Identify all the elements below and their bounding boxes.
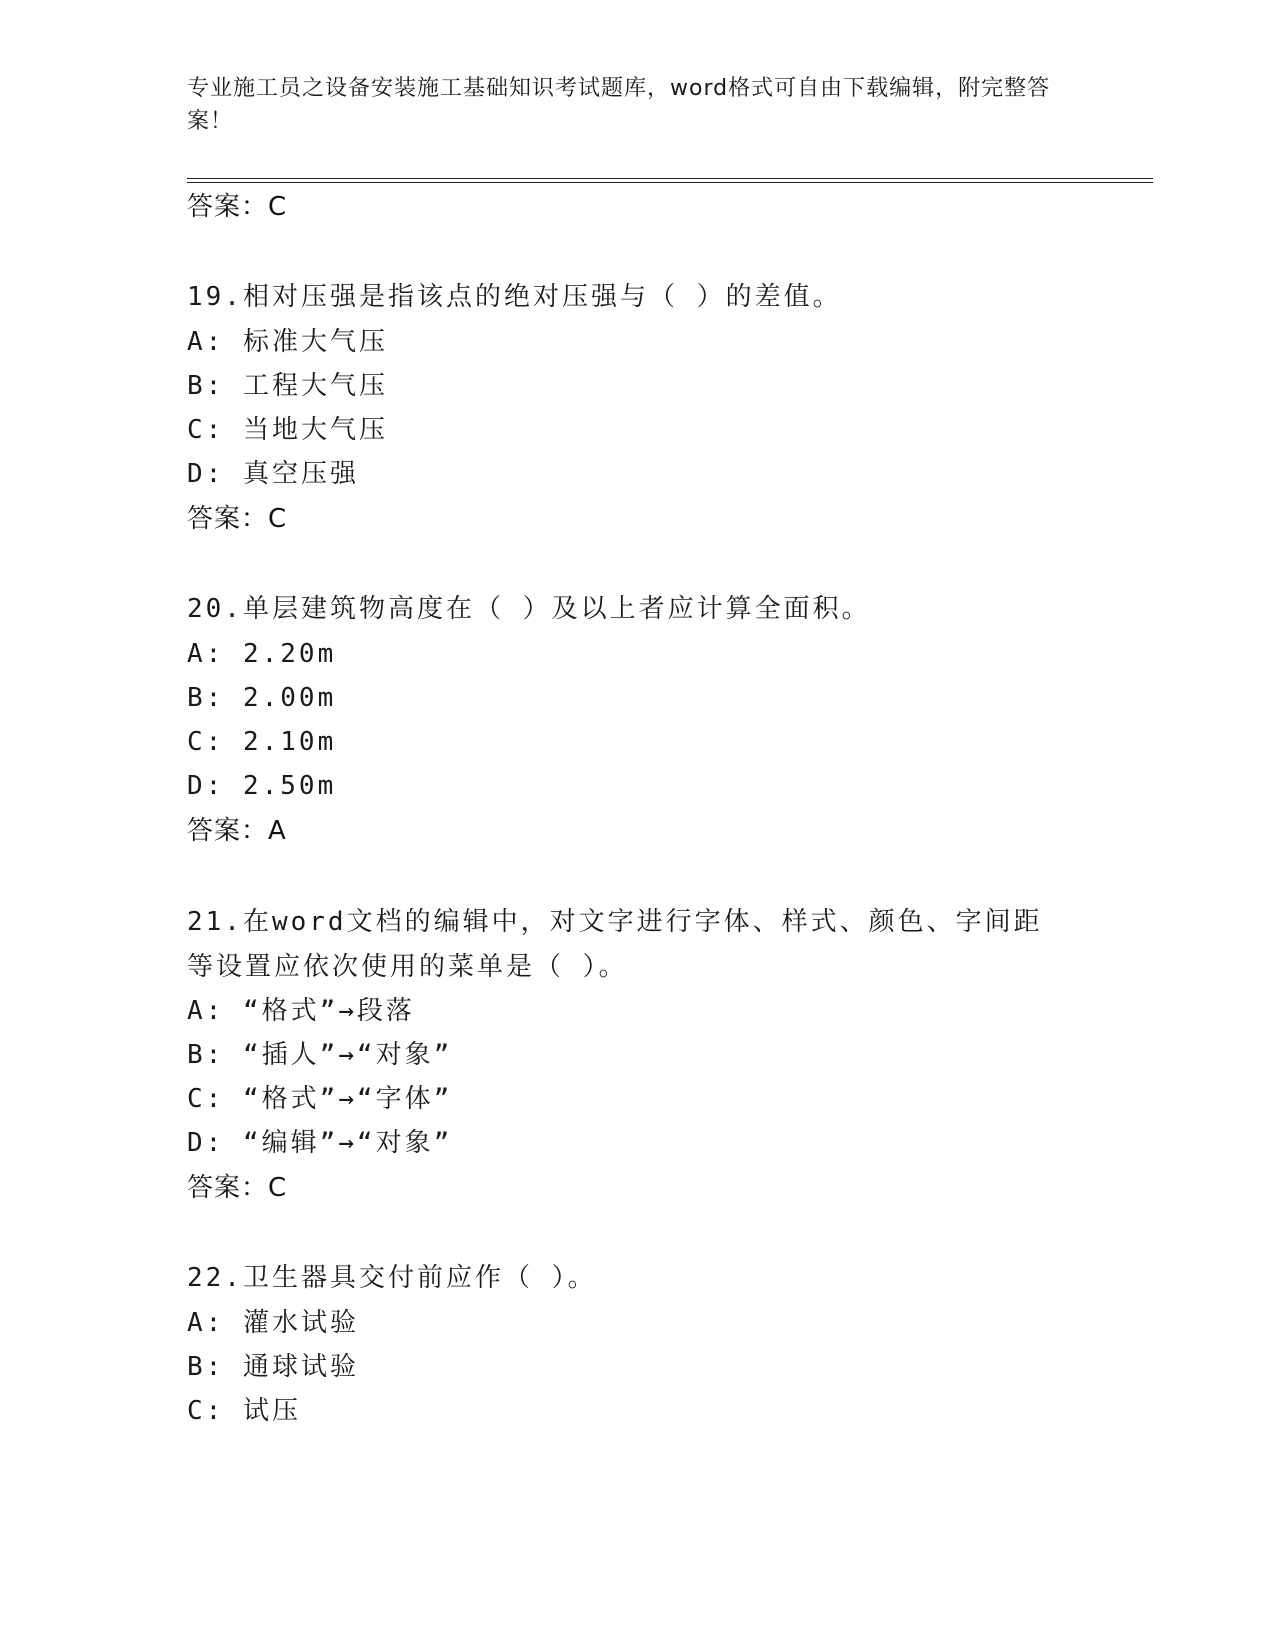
question-20-option-d: D: 2.50m xyxy=(187,771,337,801)
question-19-stem: 19.相对压强是指该点的绝对压强与（ ）的差值。 xyxy=(187,282,842,312)
question-21-option-a: A: “格式”→段落 xyxy=(187,996,415,1026)
previous-answer: 答案：C xyxy=(187,192,288,222)
header-divider-second xyxy=(187,182,1153,183)
question-22-option-b: B: 通球试验 xyxy=(187,1352,359,1382)
question-19-option-d: D: 真空压强 xyxy=(187,459,359,489)
question-21-option-b: B: “插人”→“对象” xyxy=(187,1040,453,1070)
question-22-option-a: A: 灌水试验 xyxy=(187,1308,359,1338)
question-21-option-d: D: “编辑”→“对象” xyxy=(187,1128,453,1158)
header-divider xyxy=(187,178,1153,179)
question-22-option-c: C: 试压 xyxy=(187,1396,301,1426)
question-19-option-c: C: 当地大气压 xyxy=(187,415,388,445)
question-19-answer: 答案：C xyxy=(187,504,288,534)
question-20-answer: 答案：A xyxy=(187,816,287,846)
question-20-option-b: B: 2.00m xyxy=(187,683,337,713)
page-header: 专业施工员之设备安装施工基础知识考试题库，word格式可自由下载编辑，附完整答案！ xyxy=(187,76,1051,134)
question-21-answer: 答案：C xyxy=(187,1173,288,1203)
question-20-option-a: A: 2.20m xyxy=(187,639,337,669)
question-22-stem: 22.卫生器具交付前应作（ ）。 xyxy=(187,1263,597,1293)
question-21-option-c: C: “格式”→“字体” xyxy=(187,1084,453,1114)
question-20-stem: 20.单层建筑物高度在（ ）及以上者应计算全面积。 xyxy=(187,594,871,624)
question-19-option-b: B: 工程大气压 xyxy=(187,371,388,401)
question-20-option-c: C: 2.10m xyxy=(187,727,337,757)
question-19-option-a: A: 标准大气压 xyxy=(187,327,388,357)
question-21-stem: 21.在word文档的编辑中，对文字进行字体、样式、颜色、字间距等设置应依次使用的菜单是（ ）。 xyxy=(187,907,1043,982)
